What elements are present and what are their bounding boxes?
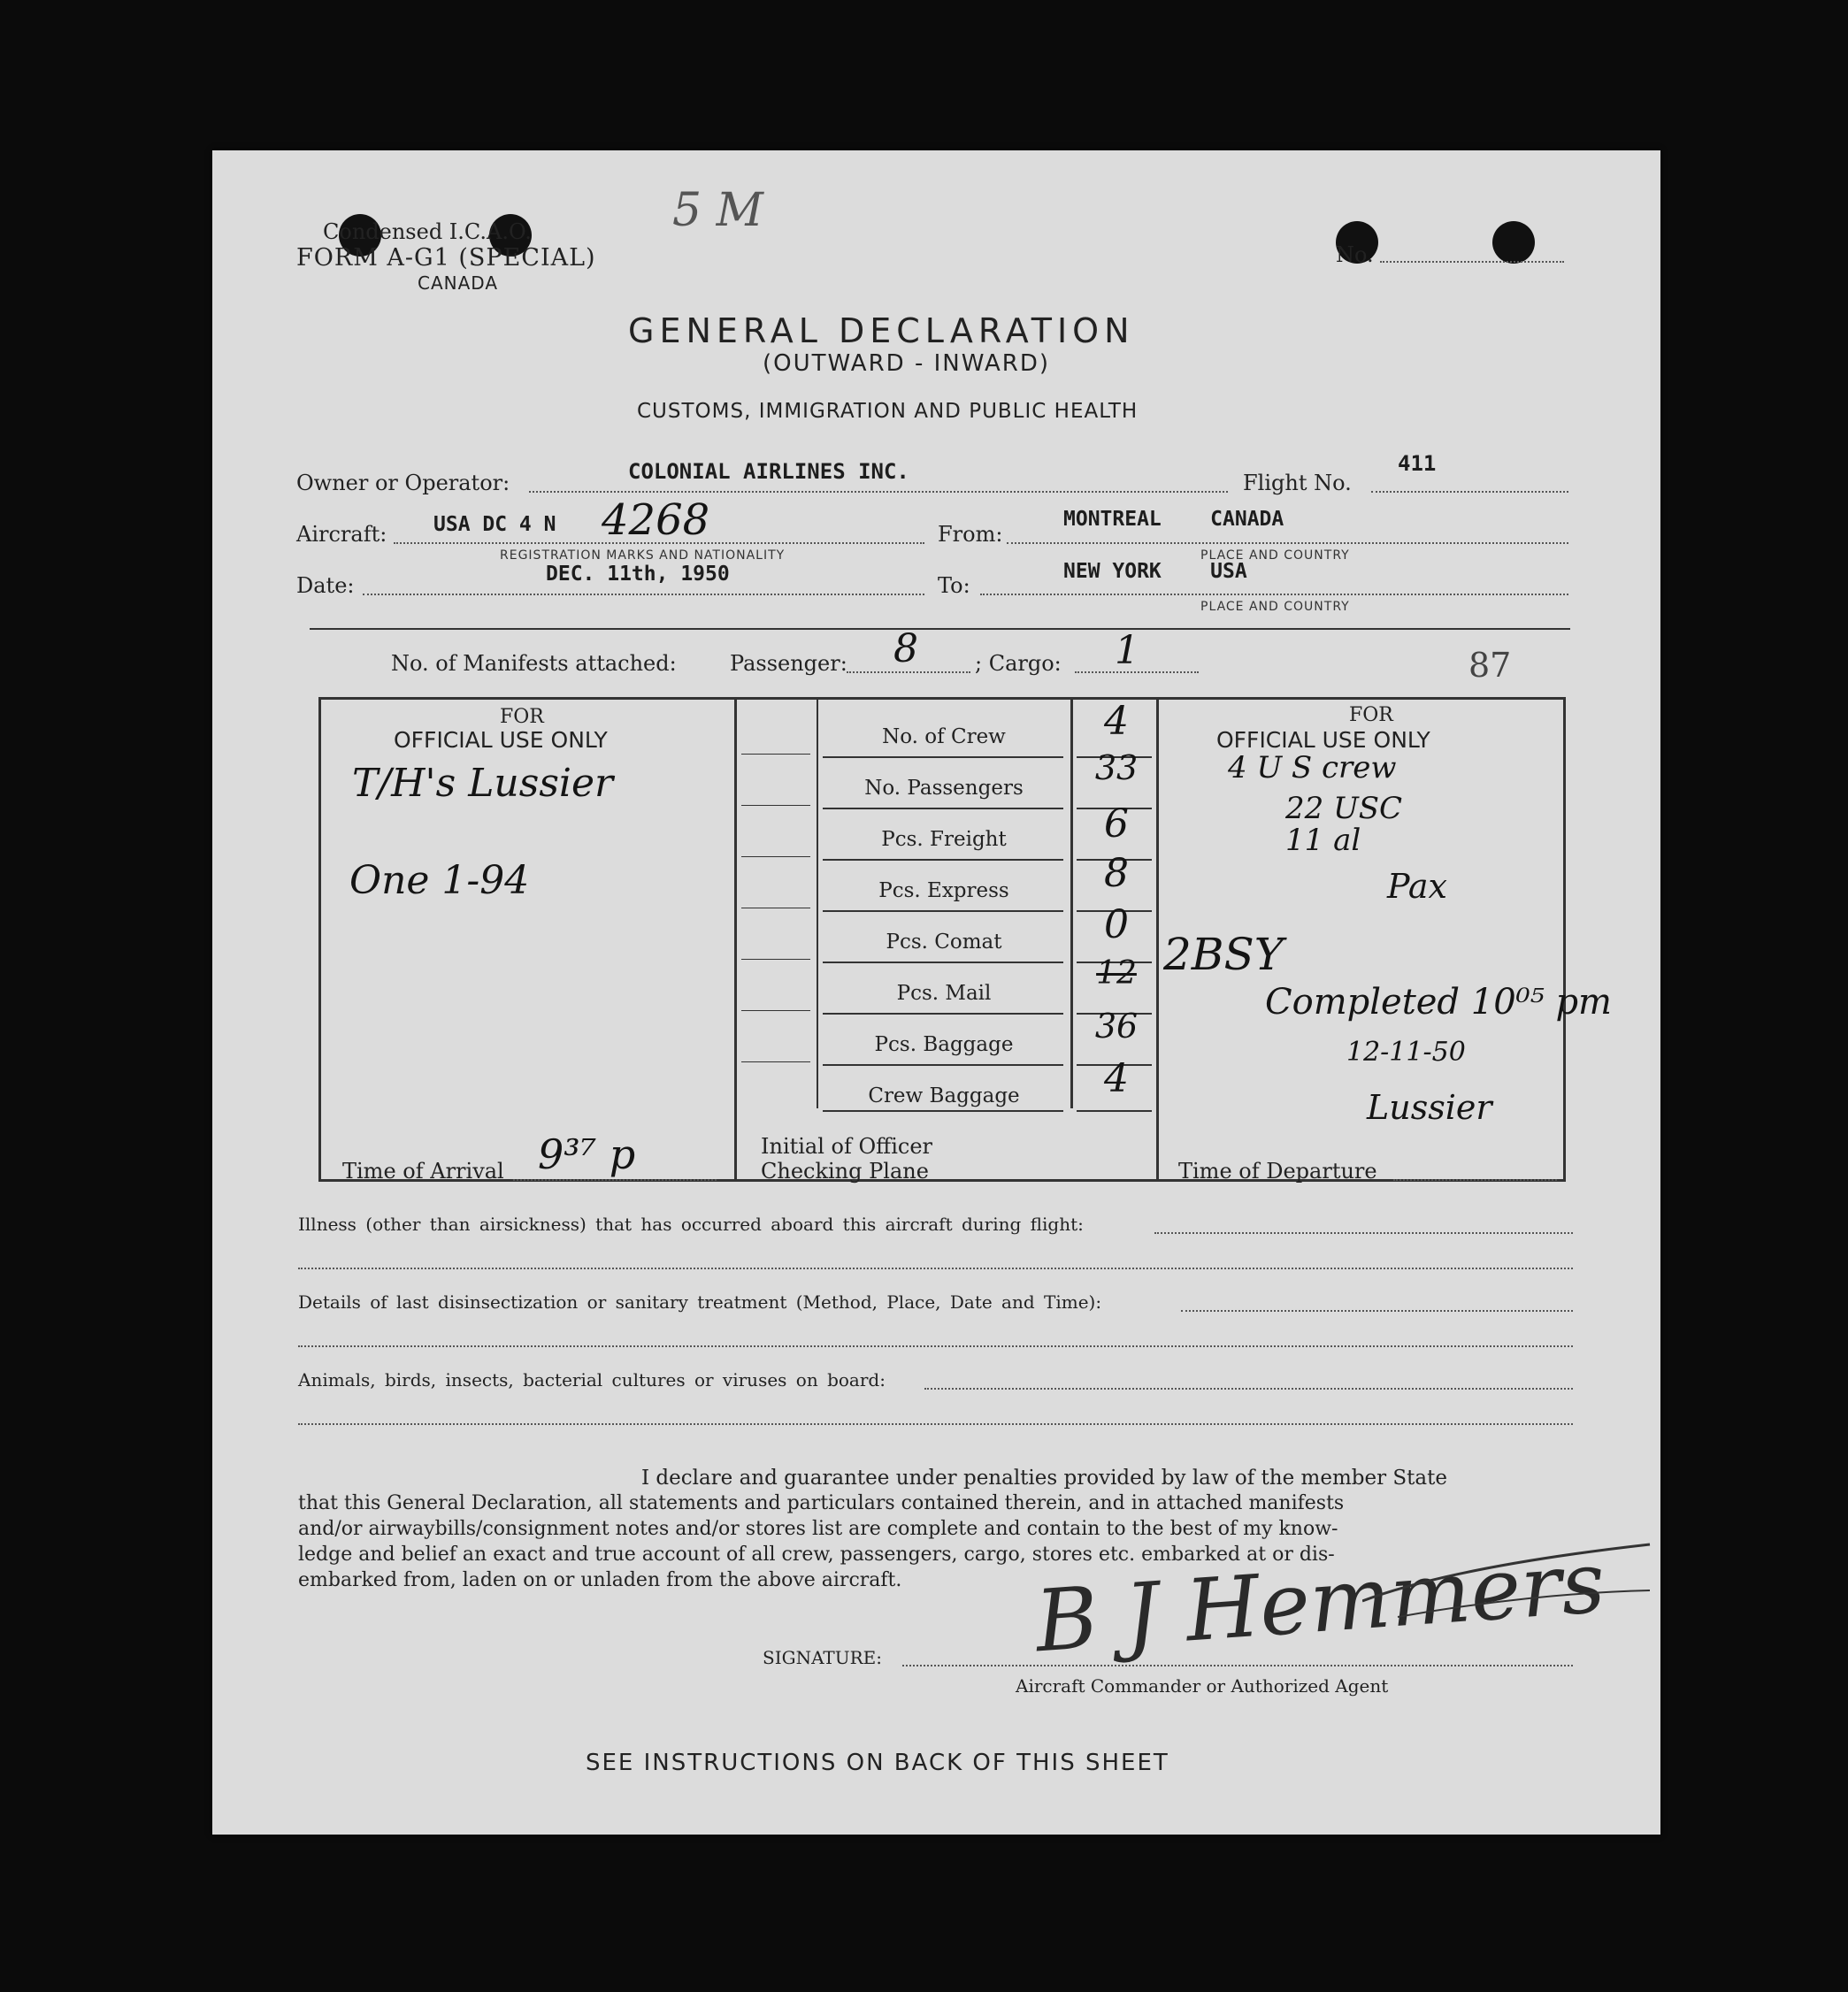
aircraft-registration: 4268 bbox=[602, 495, 710, 545]
row-line bbox=[823, 1110, 1063, 1112]
section-divider bbox=[310, 628, 1570, 630]
to-label: To: bbox=[938, 573, 970, 598]
left-official-heading-2: OFFICIAL USE ONLY bbox=[394, 727, 608, 753]
signature-line bbox=[902, 1665, 1573, 1666]
row-line bbox=[823, 962, 1063, 963]
passengers-count-value: 33 bbox=[1094, 748, 1139, 787]
row-line bbox=[823, 756, 1063, 758]
page-subtitle: (OUTWARD - INWARD) bbox=[763, 350, 1051, 377]
table-divider bbox=[1156, 697, 1159, 1182]
disinsection-label: Details of last disinsectization or sanitary treatment (Method, Place, Date and Time): bbox=[298, 1291, 1102, 1313]
declaration-line-5: embarked from, laden on or unladen from the above aircraft. bbox=[298, 1569, 902, 1591]
crew-baggage-count-label: Crew Baggage bbox=[868, 1084, 1020, 1107]
form-line-1: Condensed I.C.A.O. bbox=[323, 219, 532, 244]
arrival-line bbox=[513, 1179, 717, 1181]
mail-side-note: 2BSY bbox=[1163, 929, 1284, 980]
manifests-label: No. of Manifests attached: bbox=[391, 651, 677, 676]
animals-label: Animals, birds, insects, bacterial cultures or viruses on board: bbox=[298, 1369, 886, 1391]
passenger-manifests-line bbox=[847, 671, 970, 673]
date-label: Date: bbox=[296, 573, 355, 598]
passenger-manifests-label: Passenger: bbox=[730, 651, 847, 676]
place-caption-1: PLACE AND COUNTRY bbox=[1200, 548, 1350, 563]
freight-count-label: Pcs. Freight bbox=[881, 828, 1007, 851]
cargo-manifests-value: 1 bbox=[1115, 628, 1139, 673]
right-official-note-7: Lussier bbox=[1367, 1088, 1492, 1127]
initial-line bbox=[741, 856, 810, 857]
mail-count-value: 12 bbox=[1096, 955, 1137, 992]
row-line bbox=[1077, 1110, 1152, 1112]
aircraft-label: Aircraft: bbox=[296, 522, 387, 547]
mail-count-label: Pcs. Mail bbox=[896, 982, 992, 1005]
signature-stroke bbox=[1362, 1539, 1654, 1619]
crew-count-label: No. of Crew bbox=[882, 725, 1006, 748]
stamp-mark: 5 M bbox=[672, 184, 763, 237]
flight-value: 411 bbox=[1398, 451, 1437, 476]
row-line bbox=[823, 808, 1063, 809]
illness-label: Illness (other than airsickness) that has occurred aboard this aircraft during flight: bbox=[298, 1214, 1084, 1235]
illness-line-2 bbox=[298, 1268, 1573, 1269]
initial-line bbox=[741, 805, 810, 806]
right-official-note-2: 22 USC bbox=[1285, 791, 1403, 826]
comat-count-value: 0 bbox=[1104, 902, 1129, 947]
cargo-manifests-label: ; Cargo: bbox=[975, 651, 1062, 676]
right-official-note-4: Pax bbox=[1387, 867, 1447, 906]
disinsection-line-2 bbox=[298, 1345, 1573, 1347]
express-count-value: 8 bbox=[1104, 851, 1129, 896]
baggage-count-value: 36 bbox=[1094, 1007, 1139, 1046]
right-official-heading-1: FOR bbox=[1349, 704, 1393, 726]
right-official-heading-2: OFFICIAL USE ONLY bbox=[1216, 727, 1430, 753]
page-title: GENERAL DECLARATION bbox=[628, 311, 1135, 350]
left-official-heading-1: FOR bbox=[500, 706, 544, 728]
express-count-label: Pcs. Express bbox=[878, 879, 1009, 902]
left-official-note-1: T/H's Lussier bbox=[352, 761, 614, 806]
table-divider bbox=[817, 697, 818, 1108]
freight-count-value: 6 bbox=[1104, 801, 1129, 847]
initial-line bbox=[741, 754, 810, 755]
owner-line bbox=[529, 491, 1228, 493]
animals-line-2 bbox=[298, 1423, 1573, 1425]
signature-caption: Aircraft Commander or Authorized Agent bbox=[1016, 1675, 1389, 1697]
right-official-note-3: 11 al bbox=[1285, 823, 1361, 858]
comat-count-label: Pcs. Comat bbox=[886, 931, 1002, 954]
declaration-line-3: and/or airwaybills/consignment notes and/or stores list are complete and contain to the best of my know- bbox=[298, 1518, 1338, 1540]
aircraft-typed: USA DC 4 N bbox=[433, 513, 556, 536]
from-label: From: bbox=[938, 522, 1003, 547]
punch-hole bbox=[1492, 221, 1535, 264]
baggage-count-label: Pcs. Baggage bbox=[874, 1033, 1014, 1056]
passenger-manifests-value: 8 bbox=[893, 626, 918, 671]
row-line bbox=[823, 1064, 1063, 1066]
departure-label: Time of Departure bbox=[1178, 1159, 1377, 1184]
flight-line bbox=[1371, 491, 1568, 493]
right-official-note-6: 12-11-50 bbox=[1346, 1037, 1466, 1068]
crew-baggage-count-value: 4 bbox=[1104, 1056, 1129, 1101]
arrival-value: 9³⁷ p bbox=[538, 1130, 636, 1178]
from-value: MONTREAL CANADA bbox=[1063, 508, 1284, 531]
document-page bbox=[212, 150, 1660, 1835]
initial-line bbox=[741, 1010, 810, 1011]
to-line bbox=[980, 594, 1568, 595]
declaration-line-2: that this General Declaration, all statements and particulars contained therein, and in attached manifests bbox=[298, 1492, 1345, 1514]
owner-value: COLONIAL AIRLINES INC. bbox=[628, 459, 909, 484]
page-subtitle-2: CUSTOMS, IMMIGRATION AND PUBLIC HEALTH bbox=[637, 400, 1139, 423]
to-value: NEW YORK USA bbox=[1063, 560, 1247, 583]
registration-caption: REGISTRATION MARKS AND NATIONALITY bbox=[500, 548, 786, 563]
disinsection-line-1 bbox=[1181, 1310, 1573, 1312]
table-divider bbox=[1070, 697, 1073, 1108]
date-line bbox=[363, 594, 924, 595]
initial-label-2: Checking Plane bbox=[761, 1159, 929, 1184]
animals-line-1 bbox=[924, 1388, 1573, 1390]
owner-label: Owner or Operator: bbox=[296, 471, 510, 495]
arrival-label: Time of Arrival bbox=[342, 1159, 504, 1184]
flight-label: Flight No. bbox=[1243, 471, 1352, 495]
declaration-line-4: ledge and belief an exact and true account of all crew, passengers, cargo, stores etc. embarked at or dis- bbox=[298, 1544, 1335, 1566]
table-divider bbox=[734, 697, 737, 1182]
right-official-note-1: 4 U S crew bbox=[1228, 750, 1397, 785]
from-line bbox=[1007, 542, 1568, 544]
passengers-count-label: No. Passengers bbox=[864, 777, 1024, 800]
form-line-2: FORM A-G1 (SPECIAL) bbox=[296, 244, 596, 272]
illness-line-1 bbox=[1154, 1232, 1573, 1234]
departure-line bbox=[1393, 1179, 1557, 1181]
footer-instructions: SEE INSTRUCTIONS ON BACK OF THIS SHEET bbox=[586, 1750, 1169, 1776]
document-number-line bbox=[1380, 261, 1564, 263]
row-line bbox=[823, 1013, 1063, 1015]
declaration-line-1: I declare and guarantee under penalties provided by law of the member State bbox=[641, 1467, 1447, 1490]
crew-count-value: 4 bbox=[1104, 699, 1129, 744]
left-official-note-2: One 1-94 bbox=[349, 858, 530, 903]
form-line-3: CANADA bbox=[418, 272, 499, 294]
document-number-label: No. bbox=[1336, 242, 1374, 267]
place-caption-2: PLACE AND COUNTRY bbox=[1200, 600, 1350, 614]
signature-label: SIGNATURE: bbox=[763, 1647, 883, 1668]
right-official-note-5: Completed 10⁰⁵ pm bbox=[1265, 982, 1612, 1023]
date-value: DEC. 11th, 1950 bbox=[546, 563, 730, 586]
initial-line bbox=[741, 959, 810, 960]
row-line bbox=[823, 859, 1063, 861]
initial-label-1: Initial of Officer bbox=[761, 1134, 933, 1159]
initial-line bbox=[741, 1061, 810, 1062]
handwritten-signature: B J Hemmers bbox=[1031, 1532, 1608, 1672]
page-number: 87 bbox=[1468, 646, 1512, 685]
row-line bbox=[823, 910, 1063, 912]
